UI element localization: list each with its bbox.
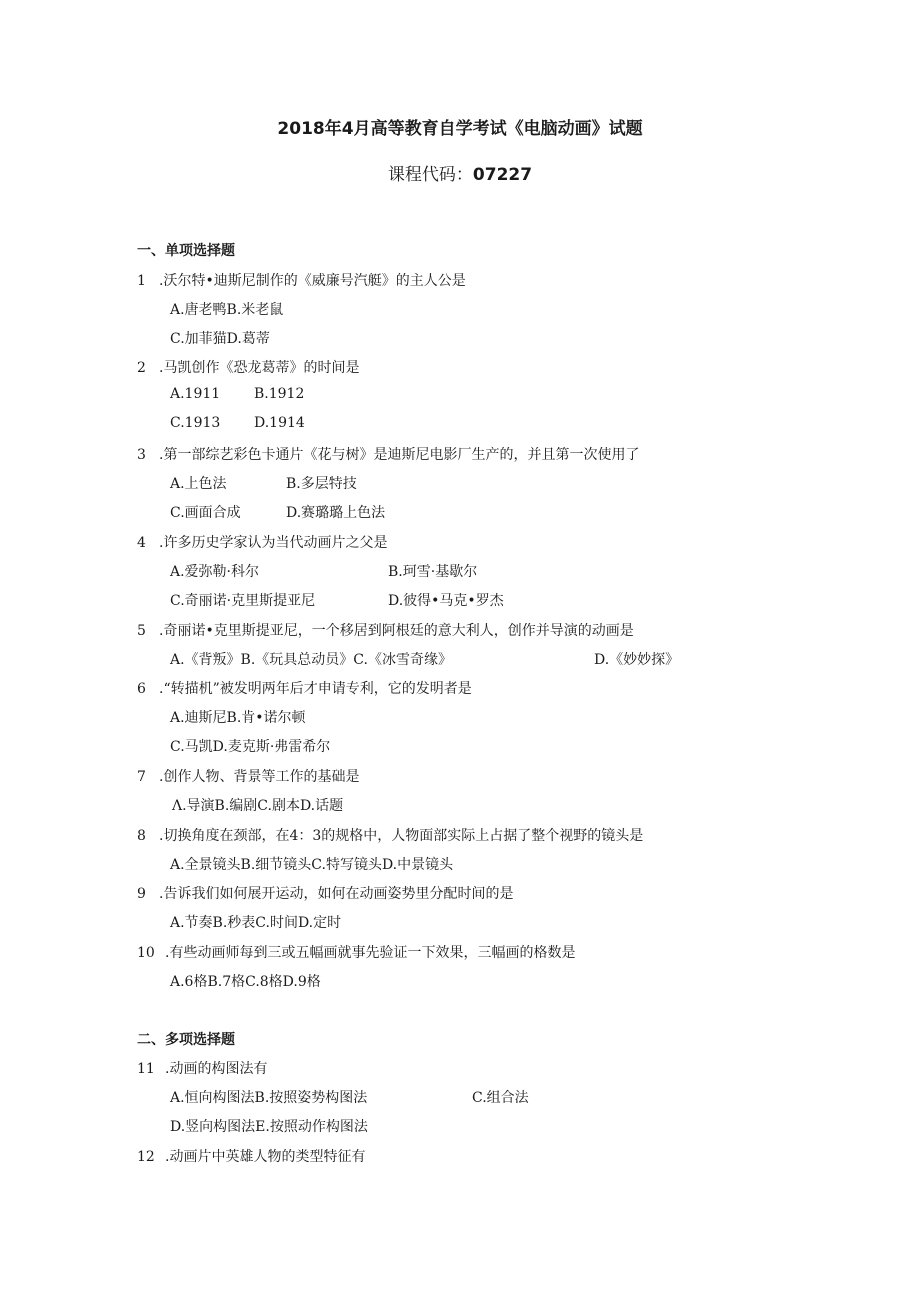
question-text: .第一部综艺彩色卡通片《花与树》是迪斯尼电影厂生产的，并且第一次使用了 xyxy=(159,447,640,463)
option-c: C.画面合成 xyxy=(170,505,241,521)
option-line: A.恒向构图法B.按照姿势构图法 xyxy=(170,1090,368,1106)
question-6 xyxy=(137,678,472,698)
option-a: A.爱弥勒·科尔 xyxy=(170,564,260,580)
question-8 xyxy=(137,825,643,845)
question-number: 2 xyxy=(137,360,146,376)
question-number: 3 xyxy=(137,447,146,463)
question-text: .告诉我们如何展开运动，如何在动画姿势里分配时间的是 xyxy=(159,886,514,902)
option-b: B.多层特技 xyxy=(286,476,357,492)
option-d: D.彼得•马克•罗杰 xyxy=(388,593,504,609)
question-number: 12 xyxy=(137,1149,155,1165)
option-line: A.迪斯尼B.肯•诺尔顿 xyxy=(170,710,306,726)
question-2 xyxy=(137,357,359,377)
option-c: C.组合法 xyxy=(472,1090,529,1106)
question-text: .沃尔特•迪斯尼制作的《威廉号汽艇》的主人公是 xyxy=(159,273,466,289)
section-heading-single: 一、单项选择题 xyxy=(137,243,235,259)
option-b: B.珂雪·基歇尔 xyxy=(388,564,478,580)
question-text: .创作人物、背景等工作的基础是 xyxy=(159,769,360,785)
question-7 xyxy=(137,766,359,786)
option-c: C.奇丽诺·克里斯提亚尼 xyxy=(170,593,316,609)
question-10 xyxy=(137,942,575,962)
question-text: .马凯创作《恐龙葛蒂》的时间是 xyxy=(159,360,360,376)
option-line: C.马凯D.麦克斯·弗雷希尔 xyxy=(170,739,331,755)
question-number: 1 xyxy=(137,273,146,289)
option-d: D.赛璐璐上色法 xyxy=(286,505,386,521)
option-line: A.《背叛》B.《玩具总动员》C.《冰雪奇缘》 xyxy=(170,652,452,668)
course-code-value: 07227 xyxy=(472,165,533,185)
question-9 xyxy=(137,883,513,903)
question-5 xyxy=(137,620,634,640)
option-c: C.1913 xyxy=(170,415,221,431)
question-number: 11 xyxy=(137,1061,155,1077)
option-line: A.全景镜头B.细节镜头C.特写镜头D.中景镜头 xyxy=(170,857,454,873)
option-line: C.加菲猫D.葛蒂 xyxy=(170,331,270,347)
option-line: A.节奏B.秒表C.时间D.定时 xyxy=(170,915,342,931)
question-text: .奇丽诺•克里斯提亚尼，一个移居到阿根廷的意大利人，创作并导演的动画是 xyxy=(159,623,634,639)
question-number: 4 xyxy=(137,535,146,551)
question-number: 10 xyxy=(137,945,155,961)
option-d: D.《妙妙探》 xyxy=(594,652,680,668)
option-line: A.6格B.7格C.8格D.9格 xyxy=(170,974,321,990)
course-code-label: 课程代码： xyxy=(387,165,473,185)
question-text: .切换角度在颈部，在4：3的规格中，人物面部实际上占据了整个视野的镜头是 xyxy=(159,828,644,844)
option-line: A.唐老鸭B.米老鼠 xyxy=(170,302,284,318)
option-line: Λ.导演B.编剧C.剧本D.话题 xyxy=(172,798,344,814)
question-text: .有些动画师每到三或五幅画就事先验证一下效果，三幅画的格数是 xyxy=(165,945,576,961)
question-number: 6 xyxy=(137,681,146,697)
question-text: .许多历史学家认为当代动画片之父是 xyxy=(159,535,388,551)
option-a: A.上色法 xyxy=(170,476,227,492)
course-code xyxy=(0,160,920,185)
question-text: .“转描机”被发明两年后才申请专利，它的发明者是 xyxy=(159,681,472,697)
question-3 xyxy=(137,444,639,464)
option-d: D.1914 xyxy=(254,415,305,431)
question-4 xyxy=(137,532,387,552)
option-a: A.1911 xyxy=(170,386,221,402)
question-text: .动画片中英雄人物的类型特征有 xyxy=(165,1149,366,1165)
section-heading-multi: 二、多项选择题 xyxy=(137,1032,235,1048)
option-b: B.1912 xyxy=(254,386,305,402)
question-11 xyxy=(137,1058,267,1078)
question-number: 7 xyxy=(137,769,146,785)
question-text: .动画的构图法有 xyxy=(165,1061,268,1077)
option-line: D.竖向构图法E.按照动作构图法 xyxy=(170,1119,368,1135)
page-title: 2018年4月高等教育自学考试《电脑动画》试题 xyxy=(277,119,643,139)
question-number: 9 xyxy=(137,886,146,902)
question-1 xyxy=(137,270,466,290)
question-number: 8 xyxy=(137,828,146,844)
question-12 xyxy=(137,1146,365,1166)
question-number: 5 xyxy=(137,623,146,639)
